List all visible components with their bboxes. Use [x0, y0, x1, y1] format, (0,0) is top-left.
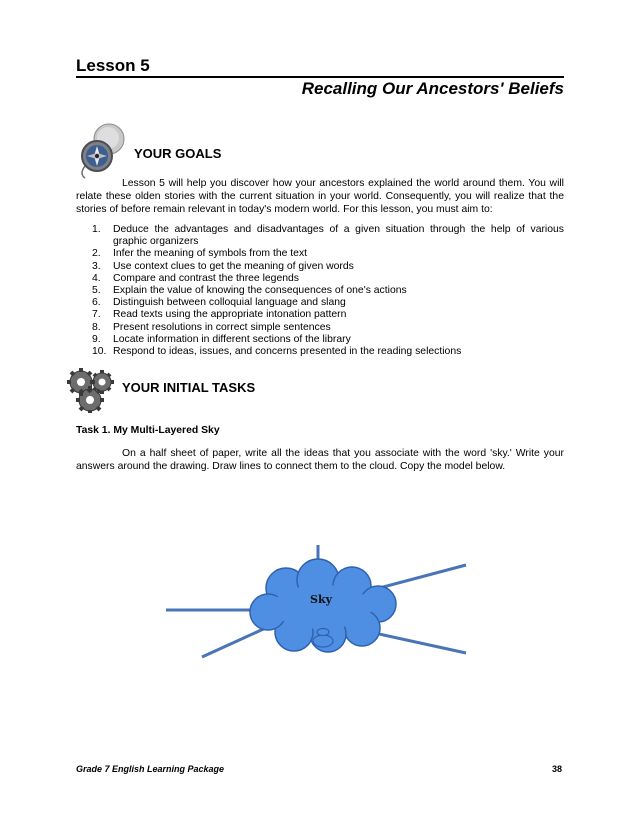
- list-item-number: 8.: [92, 321, 101, 333]
- goals-heading: YOUR GOALS: [134, 146, 222, 161]
- list-item-number: 5.: [92, 285, 101, 297]
- list-item-text: Explain the value of knowing the consequences of one's actions: [113, 285, 407, 297]
- connector-line: [370, 632, 466, 653]
- list-item-number: 2.: [92, 248, 101, 260]
- tasks-heading: YOUR INITIAL TASKS: [122, 380, 256, 395]
- list-item-number: 4.: [92, 272, 101, 284]
- list-item-text: Present resolutions in correct simple sentences: [113, 321, 331, 333]
- lesson-title: Recalling Our Ancestors' Beliefs: [301, 79, 564, 98]
- list-item-number: 1.: [92, 224, 101, 235]
- list-item-text: Respond to ideas, issues, and concerns presented in the reading selections: [113, 346, 462, 358]
- list-item-text: Compare and contrast the three legends: [113, 272, 299, 284]
- list-item-text: Deduce the advantages and disadvantages of a given situation through the help of various graphic organizers: [113, 224, 564, 248]
- task-title: Task 1. My Multi-Layered Sky: [76, 425, 220, 436]
- list-item-number: 7.: [92, 309, 101, 321]
- cloud-label: Sky: [310, 593, 332, 606]
- list-item-text: Read texts using the appropriate intonation pattern: [113, 309, 347, 321]
- footer-package-title: Grade 7 English Learning Package: [76, 764, 225, 774]
- list-item-number: 10.: [92, 346, 107, 358]
- list-item-number: 6.: [92, 297, 101, 309]
- list-item-text: Use context clues to get the meaning of given words: [113, 260, 354, 272]
- task-instructions-text: On a half sheet of paper, write all the ideas that you associate with the word 'sky.' Write your answers around the drawing. Draw lines to connect them to the cloud. Copy the model below.: [76, 448, 564, 472]
- goals-intro-text: Lesson 5 will help you discover how your ancestors explained the world around them. You will relate these olden stories with the current situation in your world. Consequently, you will realize that the stories of before remain relevant in today's modern world. For this lesson, you must aim to:: [76, 178, 564, 215]
- list-item-text: Distinguish between colloquial language and slang: [113, 297, 346, 309]
- list-item-number: 9.: [92, 333, 101, 345]
- list-item-text: Infer the meaning of symbols from the text: [113, 248, 308, 260]
- connector-line: [202, 626, 270, 657]
- list-item-number: 3.: [92, 260, 101, 272]
- page-number: 38: [551, 764, 562, 774]
- connector-line: [372, 565, 466, 590]
- lesson-label: Lesson 5: [76, 56, 150, 75]
- list-item-text: Locate information in different sections of the library: [113, 333, 351, 345]
